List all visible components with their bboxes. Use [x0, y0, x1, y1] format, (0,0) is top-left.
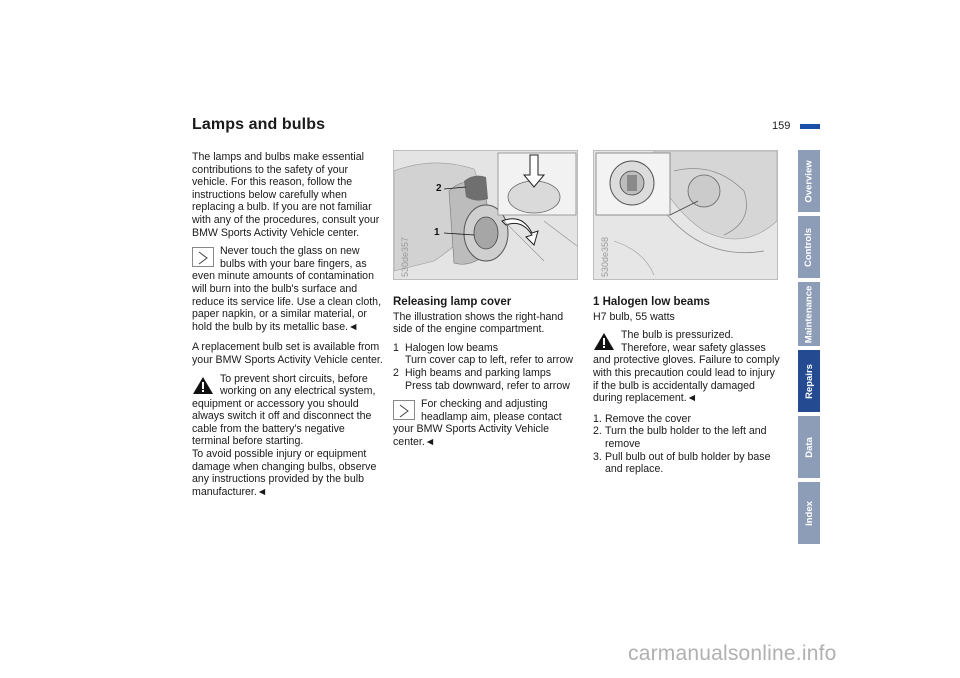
releasing-intro: The illustration shows the right-hand side of the engine compartment. [393, 310, 564, 336]
note-icon [192, 247, 214, 267]
figure-code: 530de358 [600, 236, 610, 277]
section-heading: Releasing lamp cover [393, 296, 512, 308]
tab-data[interactable]: Data [798, 416, 820, 478]
column-releasing-cover [393, 296, 583, 457]
releasing-list [393, 342, 583, 392]
list-item: 1 Halogen low beams Turn cover cap to left, refer to arrow [393, 341, 573, 367]
tab-maintenance[interactable]: Maintenance [798, 282, 820, 346]
note-headlamp-aim-text: For checking and adjusting headlamp aim, please contact your BMW Sports Activity Vehicle center.◄ [393, 398, 562, 448]
replacement-set-paragraph: A replacement bulb set is available from your BMW Sports Activity Vehicle center. [192, 341, 383, 366]
list-item: 1. Remove the cover [593, 412, 691, 425]
page-title: Lamps and bulbs [192, 116, 326, 133]
warning-electrical-continued: To avoid possible injury or equipment damage when changing bulbs, observe any instructions provided by the bulb manufacturer.◄ [192, 448, 377, 498]
figure-label-2: 2 [436, 183, 442, 194]
note-glass-text: Never touch the glass on new bulbs with your bare fingers, as even minute amounts of contamination will burn into the bulb's surface and reduce its service life. Use a clean cloth, paper napkin, or a similar material, or hold the bulb by its metallic base.◄ [192, 245, 382, 333]
note-icon [393, 400, 415, 420]
engine-illustration [394, 151, 577, 279]
bulb-spec: H7 bulb, 55 watts [593, 310, 675, 323]
watermark: carmanualsonline.info [628, 642, 837, 665]
note-headlamp-aim [393, 398, 583, 448]
steps-list [593, 413, 783, 476]
figure-lamp-cover [393, 150, 578, 280]
list-item: 2. Turn the bulb holder to the left and remove [593, 425, 767, 450]
warning-pressurized-text: The bulb is pressurized. Therefore, wear safety glasses and protective gloves. Failure to comply with this precaution could lead to injury if the bulb is accidentally damaged during replacement.◄ [593, 329, 780, 405]
warning-electrical [192, 373, 384, 499]
warning-pressurized [593, 329, 783, 405]
figure-code: 530de357 [400, 236, 410, 277]
warning-icon [593, 331, 615, 351]
list-item: 2 High beams and parking lamps Press tab downward, refer to arrow [393, 366, 570, 392]
tab-index[interactable]: Index [798, 482, 820, 544]
page-number: 159 [772, 120, 791, 132]
column-intro [192, 151, 384, 506]
tab-repairs[interactable]: Repairs [798, 350, 820, 412]
list-item: 3. Pull bulb out of bulb holder by base and replace. [593, 450, 771, 476]
section-heading: 1 Halogen low beams [593, 296, 710, 308]
tab-overview[interactable]: Overview [798, 150, 820, 212]
tab-controls[interactable]: Controls [798, 216, 820, 278]
intro-paragraph: The lamps and bulbs make essential contributions to the safety of your vehicle. For this reason, follow the instructions below carefully when replacing a bulb. If you are not familiar with any of the procedures, consult your BMW Sports Activity Vehicle center. [192, 151, 380, 239]
figure-label-1: 1 [434, 227, 440, 238]
figure-low-beam [593, 150, 778, 280]
column-low-beams [593, 296, 783, 482]
page-marker [800, 124, 820, 129]
warning-icon [192, 375, 214, 395]
warning-electrical-text: To prevent short circuits, before working on any electrical system, equipment or accessory you should always switch it off and disconnect the cable from the battery's negative terminal before starting. [192, 372, 376, 448]
headlamp-illustration [594, 151, 777, 279]
note-glass [192, 245, 384, 333]
